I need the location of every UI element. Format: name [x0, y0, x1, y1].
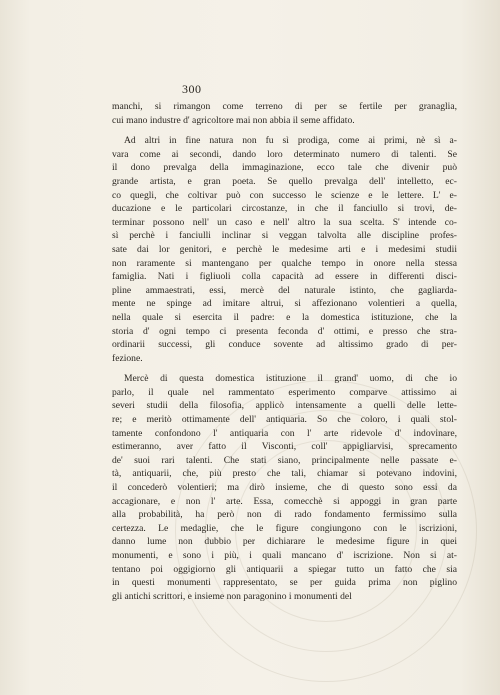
text-line: alla probabilità, ha però non di rado fondamento fermissimo sulla — [112, 509, 457, 521]
text-line: tà, antiquarii, che, più presto che tali, chiamar si potevano indovini, — [112, 468, 457, 480]
text-line: co quegli, che coltivar può con successo le scienze e le lettere. L' e- — [112, 189, 457, 201]
text-line: vara come ai secondi, dando loro determinato numero di talenti. Se — [112, 148, 457, 160]
text-line: storia d' ogni tempo ci presenta feconda d' ottimi, e presso che stra- — [112, 325, 457, 337]
paragraph — [112, 372, 457, 603]
text-line: mente ne spinge ad imitare altrui, si affezionano volentieri a quella, — [112, 298, 457, 310]
text-line: parlo, il quale nel rammentato esperimento comparve attissimo ai — [112, 386, 457, 398]
text-line: certezza. Le medaglie, che le figure congiungono con le iscrizioni, — [112, 522, 457, 534]
text-line: non raramente si mantengano per qualche tempo in onore nella stessa — [112, 257, 457, 269]
text-line: in questi monumenti rappresentato, se per guida prima non piglino — [112, 577, 457, 589]
paragraph — [112, 100, 457, 127]
text-line: severi studii della filosofia, applicò intensamente a quelli delle lette- — [112, 400, 457, 412]
text-line: accagionare, e non l' arte. Essa, comecchè si appoggi in gran parte — [112, 495, 457, 507]
text-line: ducazione e le particolari circostanze, in che il fanciullo si trovi, de- — [112, 203, 457, 215]
text-line: monumenti, e sono i più, i quali mancano d' iscrizione. Non si at- — [112, 550, 457, 561]
text-line: terminar possono nell' un caso e nell' altro la sua scelta. S' intende co- — [112, 216, 457, 228]
text-line: cui mano industre d' agricoltore mai non abbia il seme affidato. — [112, 114, 355, 126]
text-line: tentano poi oggigiorno gli antiquarii a spiegar tutto un fatto che sia — [112, 563, 457, 575]
text-line: il concederò volentieri; ma dirò insieme, che di questo sono essi da — [112, 482, 457, 494]
text-line: Ad altri in fine natura non fu sì prodiga, come ai primi, nè sì a- — [124, 135, 457, 147]
text-line: re; e meritò ottimamente dell' antiquaria. So che coloro, i quali stol- — [112, 414, 457, 426]
text-line: tamente confondono l' antiquaria con l' arte ridevole d' indovinare, — [112, 427, 457, 439]
text-line: sate dai lor genitori, e perchè le medesime arti e i medesimi studii — [112, 243, 457, 255]
body-text — [112, 100, 457, 603]
text-line: pline ammaestrati, essi, mercè del naturale istinto, che gagliarda- — [112, 284, 457, 296]
text-line: sì perchè i fanciulli inclinar si veggan talvolta alle discipline profes- — [112, 230, 457, 242]
paragraph-gap — [112, 127, 457, 134]
text-line: fezione. — [112, 352, 143, 364]
text-line: il dono prevalga della immaginazione, ecco tale che divenir può — [112, 162, 457, 174]
text-line: nella quale si esercita il padre: e la domestica istituzione, che la — [112, 311, 457, 323]
text-line: gli antichi scrittori, e insieme non paragonino i monumenti del — [112, 590, 352, 602]
text-line: estimeranno, aver fatto il Visconti, coll' appigliarvisi, sprecamento — [112, 441, 457, 453]
text-line: ordinarii successi, gli conduce sovente ad altissimo grado di per- — [112, 339, 457, 351]
text-line: danno lume non dubbio per dichiarare le medesime figure in quei — [112, 536, 457, 548]
text-line: famiglia. Nati i figliuoli colla capacità ad essere in differenti disci- — [112, 271, 457, 283]
text-line: Mercè di questa domestica istituzione il grand' uomo, di che io — [124, 373, 457, 385]
text-line: de' suoi rari talenti. Che stati siano, principalmente nelle passate e- — [112, 454, 457, 466]
text-line: manchi, si rimangon come terreno di per se fertile per granaglia, — [112, 101, 457, 112]
paragraph-gap — [112, 365, 457, 372]
page-number: 300 — [182, 82, 202, 96]
text-line: grande artista, e gran poeta. Se quello prevalga dell' intelletto, ec- — [112, 175, 457, 187]
paragraph — [112, 134, 457, 365]
